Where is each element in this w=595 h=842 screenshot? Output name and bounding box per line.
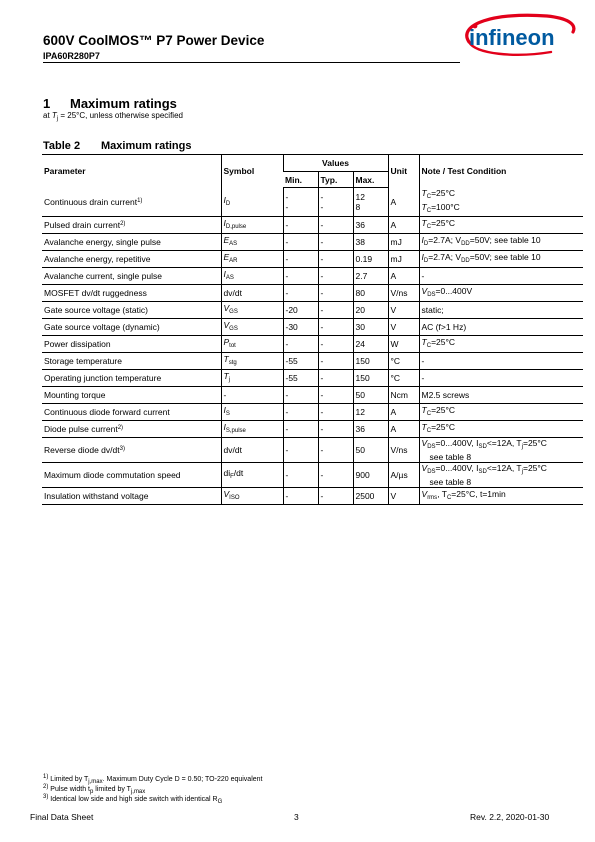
min-cell: -20 [283,301,318,318]
min-cell: -55 [283,352,318,369]
table-row [42,250,583,267]
typ-cell: - [318,403,353,420]
symbol-cell: $V_{ISO}$ [221,487,283,504]
typ-cell: - [318,462,353,487]
max-cell: 50 [353,386,388,403]
symbol-cell: dv/dt [221,437,283,462]
symbol-cell: $P_{tot}$ [221,335,283,352]
parameter-cell: Pulsed drain current$^{2)}$ [42,216,221,233]
typ-cell: - [318,250,353,267]
header-max: Max. [353,172,388,188]
part-number: IPA60R280P7 [43,51,100,61]
symbol-cell: $V_{GS}$ [221,301,283,318]
unit-cell: A [388,420,419,437]
unit-cell: °C [388,369,419,386]
unit-cell: V/ns [388,437,419,462]
unit-cell: V [388,487,419,504]
typ-cell: - [318,216,353,233]
symbol-cell: dv/dt [221,284,283,301]
table-row [42,188,583,217]
table-row [42,284,583,301]
footnote: 3) Identical low side and high side switch with identical RG [43,794,223,805]
unit-cell: mJ [388,250,419,267]
header-parameter: Parameter [42,155,221,188]
section-condition: at $T_j = 25^\circ C$, unless otherwise specified [43,111,183,122]
note-cell: $T_C=25^\circ C$ [419,403,583,420]
section-title: Maximum ratings [70,96,177,111]
parameter-cell: Avalanche energy, repetitive [42,250,221,267]
unit-cell: V [388,318,419,335]
note-cell: $V_{DS}=0...400V$, $I_{SD}<=12A$, $T_j=25^\circ C$ see table 8 [419,462,583,487]
table-row [42,216,583,233]
max-cell: 2.7 [353,267,388,284]
note-cell: $V_{DS}=0...400V$ [419,284,583,301]
min-cell: - [283,284,318,301]
footnote: 2) Pulse width tp limited by Tj,max [43,784,146,795]
symbol-cell: $T_j$ [221,369,283,386]
note-cell: - [419,352,583,369]
min-cell: - [283,233,318,250]
symbol-cell: $T_{stg}$ [221,352,283,369]
max-cell: 150 [353,352,388,369]
unit-cell: mJ [388,233,419,250]
typ-cell: - [318,437,353,462]
min-cell: - [283,420,318,437]
table-row [42,233,583,250]
document-title: 600V CoolMOS™ P7 Power Device [43,33,265,48]
typ-cell: - [318,352,353,369]
note-cell: - [419,267,583,284]
section-heading [43,96,177,111]
table-row [42,318,583,335]
parameter-cell: Operating junction temperature [42,369,221,386]
table-row [42,462,583,487]
typ-cell: - [318,301,353,318]
max-cell: 0.19 [353,250,388,267]
max-cell: 80 [353,284,388,301]
footer-revision: Rev. 2.2, 2020-01-30 [470,812,550,822]
table-caption [43,140,191,152]
table-row [42,335,583,352]
header-unit: Unit [388,155,419,188]
unit-cell: V [388,301,419,318]
unit-cell: Ncm [388,386,419,403]
parameter-cell: Power dissipation [42,335,221,352]
parameter-cell: Storage temperature [42,352,221,369]
typ-cell: - [318,386,353,403]
note-cell: $I_D=2.7A$; $V_{DD}=50V$; see table 10 [419,250,583,267]
max-cell: 2500 [353,487,388,504]
typ-cell: - [318,487,353,504]
unit-cell: A [388,403,419,420]
max-cell: 12 8 [353,188,388,217]
note-cell: static; [419,301,583,318]
unit-cell: V/ns [388,284,419,301]
table-row [42,386,583,403]
table-row [42,403,583,420]
header-values: Values [283,155,388,172]
symbol-cell: $E_{AS}$ [221,233,283,250]
svg-text:infineon: infineon [469,25,555,50]
parameter-cell: Continuous diode forward current [42,403,221,420]
max-cell: 24 [353,335,388,352]
table-title: Maximum ratings [101,140,192,152]
footer-left: Final Data Sheet [30,812,94,822]
unit-cell: A [388,188,419,217]
max-cell: 150 [353,369,388,386]
section-number: 1 [43,96,51,111]
symbol-cell: $I_S$ [221,403,283,420]
parameter-cell: Gate source voltage (dynamic) [42,318,221,335]
min-cell: - [283,487,318,504]
table-row [42,301,583,318]
header-rule [43,62,460,63]
min-cell: - [283,250,318,267]
note-cell: M2.5 screws [419,386,583,403]
min-cell: - [283,335,318,352]
min-cell: - [283,462,318,487]
note-cell: $V_{rms}$, $T_C=25^\circ C$, t=1min [419,487,583,504]
table-row [42,437,583,462]
parameter-cell: Diode pulse current$^{2)}$ [42,420,221,437]
max-cell: 30 [353,318,388,335]
min-cell: - [283,216,318,233]
table-row [42,487,583,504]
unit-cell: A/µs [388,462,419,487]
parameter-cell: Insulation withstand voltage [42,487,221,504]
parameter-cell: Gate source voltage (static) [42,301,221,318]
table-row [42,420,583,437]
min-cell: -30 [283,318,318,335]
min-cell: - [283,403,318,420]
symbol-cell: $I_D$ [221,188,283,217]
max-cell: 36 [353,216,388,233]
max-cell: 38 [353,233,388,250]
table-row [42,352,583,369]
parameter-cell: Maximum diode commutation speed [42,462,221,487]
page-number: 3 [294,812,299,822]
typ-cell: - [318,284,353,301]
min-cell: - [283,386,318,403]
header-note: Note / Test Condition [419,155,583,188]
parameter-cell: Continuous drain current$^{1)}$ [42,188,221,217]
symbol-cell: $I_{D,pulse}$ [221,216,283,233]
footnote: 1) Limited by Tj,max. Maximum Duty Cycle D = 0.50; TO-220 equivalent [43,774,263,785]
typ-cell: - [318,420,353,437]
min-cell: - [283,437,318,462]
note-cell: $I_D=2.7A$; $V_{DD}=50V$; see table 10 [419,233,583,250]
table-row [42,267,583,284]
max-cell: 900 [353,462,388,487]
note-cell: - [419,369,583,386]
min-cell: - [283,267,318,284]
note-cell: $T_C=25^\circ C$ [419,335,583,352]
symbol-cell: $V_{GS}$ [221,318,283,335]
symbol-cell: $E_{AR}$ [221,250,283,267]
header-min: Min. [283,172,318,188]
typ-cell: - [318,318,353,335]
max-cell: 20 [353,301,388,318]
unit-cell: °C [388,352,419,369]
symbol-cell: $I_{S,pulse}$ [221,420,283,437]
note-cell: $V_{DS}=0...400V$, $I_{SD}<=12A$, $T_j=25^\circ C$ see table 8 [419,437,583,462]
typ-cell: - [318,267,353,284]
note-cell: $T_C=25^\circ C$ [419,216,583,233]
parameter-cell: Mounting torque [42,386,221,403]
unit-cell: A [388,267,419,284]
parameter-cell: MOSFET dv/dt ruggedness [42,284,221,301]
parameter-cell: Avalanche energy, single pulse [42,233,221,250]
unit-cell: W [388,335,419,352]
typ-cell: - [318,335,353,352]
parameter-cell: Reverse diode $dv/dt^{3)}$ [42,437,221,462]
symbol-cell: $di_F/dt$ [221,462,283,487]
typ-cell: - - [318,188,353,217]
min-cell: - - [283,188,318,217]
symbol-cell: - [221,386,283,403]
symbol-cell: $I_{AS}$ [221,267,283,284]
max-cell: 36 [353,420,388,437]
table-number: Table 2 [43,140,81,152]
max-cell: 50 [353,437,388,462]
header-symbol: Symbol [221,155,283,188]
note-cell: $T_C=25^\circ C$ $T_C=100^\circ C$ [419,188,583,217]
header-typ: Typ. [318,172,353,188]
parameter-cell: Avalanche current, single pulse [42,267,221,284]
note-cell: $T_C=25^\circ C$ [419,420,583,437]
table-row [42,369,583,386]
note-cell: AC (f>1 Hz) [419,318,583,335]
max-cell: 12 [353,403,388,420]
maximum-ratings-table [42,154,583,505]
typ-cell: - [318,369,353,386]
typ-cell: - [318,233,353,250]
infineon-logo [455,10,581,62]
unit-cell: A [388,216,419,233]
min-cell: -55 [283,369,318,386]
